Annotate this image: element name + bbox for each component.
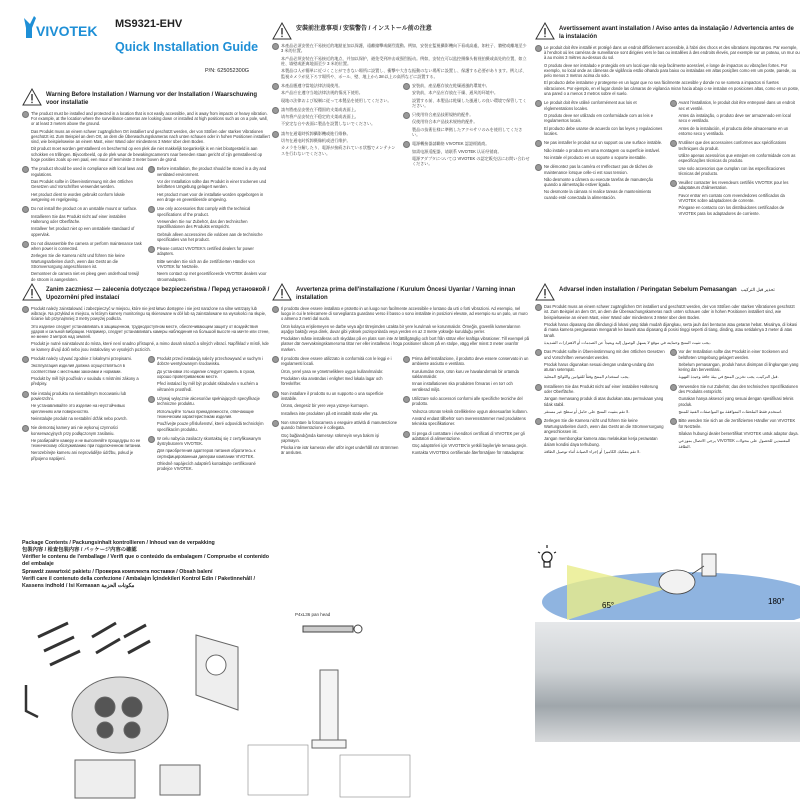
bullet-icon [272,306,279,313]
angle-vertical: 65° [602,601,615,610]
warning-text: يرجى الاتصال بموزعي VIVOTEK المعتمدين للحصول على محولات الطاقة. [678,438,791,449]
screws-icon [38,623,150,665]
warning-icon [22,88,42,106]
warning-text: Veuillez contacter les revendeurs certifiés VIVOTEK pour les adaptateurs d'alimentation. [678,180,789,191]
warning-icon [22,283,42,301]
warning-section-pl [22,283,270,476]
bullet-icon [148,396,155,403]
column-right [148,166,270,286]
warning-text: Zerlegen Sie die Kamera nicht und führen Sie keine Wartungsarbeiten durch, wenn das Gerät an die Stromversorgung angeschlossen ist. [31,253,125,270]
intro-paragraph: يجب تثبيت المنتج وحمايته في موقع لا يسهل الوصول إليه وبعيداً عن الصدمات أو الاهتزازات الشديدة. [544,339,711,345]
column-left [535,349,666,458]
field-of-view-diagram [532,540,800,620]
intro-paragraph: O produto deve ser instalado e protegido em um local que não seja facilmente acessível, e longe de impactos ou vibrações fortes. Por exemplo, no local onde as câmeras de vigilância estão olhando para baixo ou instaladas em altas posições como em um poste, parede, ou pelo menos 3 metros acima do solo. [544,62,797,79]
section-title: 安裝前注意事項 / 安装警告 / インストール前の注意 [296,26,432,32]
hex-key-icon [26,685,38,717]
brand-text: VIVOTEK [36,23,98,39]
package-title-2: 包裝內容 / 检查包装内容 / パッケージ内容の確認 [22,547,137,554]
warning-text: 本产品应在遵守当地法律法规的情况下使用。 [281,90,363,96]
package-title-5: Verifi care il contenuto della confezione / Ambalajın İçindekileri Kontrol Edin / Paketinnehåll / Kassens indhold / Isi Kemasan مكونات الحزمة [22,575,255,589]
bullet-icon [22,306,29,313]
warning-text: The product should be used in compliance with local laws and regulations. [31,166,144,177]
bullet-icon [148,356,155,363]
warning-section-da [535,283,800,458]
warning-text: Prima dell'installazione, il prodotto deve essere conservato in un ambiente asciutto e ventilato. [412,356,529,367]
warning-text: Gunakan hanya aksesori yang sesuai dengan spesifikasi teknis produk. [678,396,794,407]
intro-paragraph: 本产品必须安装在不易接近的地点，并加以保护，避免受到冲击或强烈振动。例如，安装在可以监控摄像头俯视拍摄或高处的位置，如立柱、墙壁或距离地面至少 3 米的位置。 [281,55,527,66]
warning-text: Używaj wyłącznie akcesoriów spełniających specyfikacje techniczne produktu. [157,395,260,407]
warning-text: لا تقم بتثبيت المنتج على حامل أو سطح غير مستقر. [544,409,630,414]
junction-box-icon [75,760,200,798]
warning-text: Kontakta VIVOTEKs certifierade återförsäljare för nätadaptrar. [412,450,525,456]
intro-paragraph: Ürün kolayca erişilemeyen ve darbe veya ağır titreşimden uzakta bir yere kurulmalı ve korunmalıdır. Örneğin, güvenlik kameralarının aşağıyı baktığı veya direk, duvar gibi yüksek pozisyonlarda veya yerden en az 3 metre yükseğe kurulduğu yerler. [281,323,521,334]
warning-text: Produk harus digunakan sesuai dengan undang-undang dan aturan setempat. [544,361,654,373]
warning-text: Non installare il prodotto su un supporto o una superficie instabile. [281,390,384,401]
warning-text: Do not install the product on an unstable mount or surface. [31,206,138,212]
warning-text: Neem contact op met gecertificeerde VIVOTEK dealers voor stroomadapters. [157,271,267,282]
warning-text: Ne pas installer le produit sur un support ou une surface instable. [544,140,663,146]
column-right [148,356,270,476]
bullet-icon [403,396,410,403]
warning-text: До установки это изделие следует хранить в сухом, хорошо проветриваемом месте. [157,368,256,380]
warning-text: Zerlegen Sie die Kamera nicht und führen Sie keine Wartungsarbeiten durch, wenn das Gerät an die Stromversorgung angeschlossen ist. [544,418,664,434]
installation-photo [535,622,800,742]
bullet-icon [403,112,410,119]
warning-text: Please contact VIVOTEK's certified dealers for power adapters. [157,246,254,257]
warning-text: Não desmonte a câmera ou execute tarefas de manutenção quando a alimentação estiver ligada. [544,176,654,188]
warning-text: Используйте только принадлежности, отвечающие техническим характеристикам изделия. [157,408,254,419]
dimension-drawing [248,745,410,797]
bullet-icon [535,100,542,107]
warning-text: 設置する前、本製品は乾燥した風通しの良い環境で保管してください。 [412,97,527,108]
bullet-icon [403,356,410,363]
intro-paragraph: Dit product moet worden geïnstalleerd en beschermd op een plek die niet makkelijk toegankelijk is en niet blootgesteld is aan schokken en trillingen. Bijvoorbeeld, op de plek waar de bewakingscamera's naar beneden staan gericht of zijn geïnstalleerd op hoge posities zoals op een paal, een muur of tenminste 3 meter boven de grond. [31,146,263,163]
package-title-3: Vérifier le contenu de l'emballage / Verifi que o conteúdo da embalagem / Compruebe el contenido del embalaje [22,554,270,568]
section-title: Warning Before Installation / Warnung vor der Installation / Waarschuwing voor installatie [46,92,258,106]
warning-text: Nerozebírejte kameru ani neprovádějte údržbu, pokud je připojeno napájení. [31,450,134,461]
warning-icon [272,22,292,40]
warning-text: Använd endast tillbehör som överensstämmer med produktens tekniska specifikationer. [412,415,526,427]
warning-text: 請勿在通電時拆卸攝影機或進行維修。 [281,130,351,136]
bullet-icon [535,164,542,171]
intro-paragraph: El producto debe instalarse y protegerse en un lugar que no sea fácilmente accesible y donde no se someta a impactos ni fuertes vibraciones. Por ejemplo, en el lugar donde las cámaras de vigilancia miran hacia abajo o se instalan en posiciones altas, como en un poste, una pared o a menos 3 metros sobre el suelo. [544,80,800,97]
model-name: MS9321-EHV [115,18,183,30]
warning-text: يجب استخدام المنتج وفقاً للقوانين واللوائح المحلية. [544,374,630,380]
warning-text: Het product moet voor de installatie worden opgeborgen in een droge en geventileerde omgeving. [157,191,264,202]
warning-text: Ürün, yerel yasa ve yönetmeliklere uygun kullanılmalıdır. [281,368,384,374]
bullet-icon [535,384,542,391]
warning-text: Gebruik alleen accessoires die voldoen aan de technische specificaties van het product. [157,231,263,242]
warning-text: Jangan memasang produk di atas dudukan atau permukaan yang tidak stabil. [544,396,664,407]
warning-text: Verwenden Sie nur Zubehör, das den technischen Spezifikationen des Produkts entspricht. [678,383,798,395]
warning-text: Produkt przed instalacją należy przechowywać w suchym i dobrze wentylowanym środowisku. [157,356,264,367]
pan-head-screw-icon [303,625,362,633]
warning-text: Yalnızca ürünün teknik özelliklerine uygun aksesuarları kullanın. [412,408,528,414]
intro-paragraph: Das Produkt muss an einem schwer zugänglichen Ort installiert und geschützt werden, der von Stößen oder starken Vibrationen geschützt ist. Zum Beispiel an dem Ort, an dem die Überwachungskameras nach unten schauen oder in hohen Positionen installiert sind, wie beispielsweise an einem Mast, einer Wand oder mindestens 3 Meter über dem Boden. [31,128,270,145]
bullet-icon [148,206,155,213]
pole-bracket-icon [312,670,346,748]
bullet-icon [535,45,542,52]
bullet-icon [148,166,155,173]
warning-text: Innan installationen ska produkten förvaras i en torr och ventilerad miljö. [412,381,513,392]
warning-text: Эксплуатация изделия должна осуществляться в соответствии с местными законами и нормами. [31,363,125,374]
intro-paragraph: Produkten måste installeras och skyddas på en plats som inte är lättillgänglig och bort från stötar eller kraftiga vibrationer. Till exempel på platser där övervakningskamerorna tittar ner eller installeras i höga positioner såsom på en stolpe, vägg eller minst 3 meter ovanför marken. [281,336,530,352]
warning-text: 電源轉接器請聯絡 VIVOTEK 認證經銷商。 [412,141,490,147]
warning-text: Neinstalujte produkt na nestabilní držák nebo povrch. [31,415,128,421]
bullet-icon [670,384,677,391]
warning-icon [535,283,555,301]
warning-text: 切勿在通电时拆卸摄像机或进行维护。 [281,138,351,144]
warning-text: Vor der Installation sollte das Produkt in einer trockenen und belüfteten Umgebung gelagert werden. [157,179,267,190]
warning-text: Produkt należy używać zgodnie z lokalnymi przepisami. [31,356,132,362]
warning-text: Ürünü, dengesiz bir yere veya yüzeye kurmayın. [281,403,369,409]
warning-text: 安裝前，產品應存放在乾燥通風的環境中。 [412,82,490,88]
warning-text: 不安定な台や表面に製品を設置しないでください。 [281,121,376,127]
column-left [22,356,144,476]
warning-text: No desmonte la cámara ni realice tareas de mantenimiento cuando esté conectada la alimentación. [544,189,652,200]
bullet-icon [22,356,29,363]
warning-text: لا تقم بتفكيك الكاميرا أو إجراء الصيانة أثناء توصيل الطاقة. [544,448,641,454]
bullet-icon [22,425,29,432]
warning-text: Güç bağlandığında kamerayı sökmeyin veya bakım işi yapmayın. [281,432,380,443]
bullet-icon [272,356,279,363]
column-left [535,100,666,220]
warning-text: Bitte wenden Sie sich an die zertifizierten Händler von VIVOTEK für Netzteile. [678,418,796,429]
package-illustrations [20,615,530,800]
warning-text: Silakan hubungi dealer bersertifikat VIVOTEK untuk adaptor daya. [678,430,799,436]
section-title: Advarsel inden installation / Peringatan Sebelum Pemasangan [559,287,737,293]
bullet-icon [670,180,677,187]
warning-text: 只使用符合產品技術規格的配件。 [412,112,474,118]
bullet-icon [535,418,542,425]
angle-horizontal: 180° [768,597,785,606]
warning-text: Não instale o produto em uma montagem ou superfície instável. [544,147,661,153]
warning-text: No instale el producto en un soporte o soporte inestable. [544,154,647,160]
warning-text: Antes da instalação, o produto deve ser armazenado em local seco e ventilado. [678,113,791,124]
warning-text: 请勿将产品安装在不稳定的支架或表面上。 [281,114,359,120]
warning-text: O produto deve ser utilizado em conformidade com as leis e regulamentos locais. [544,113,653,124]
warning-text: Для приобретения адаптеров питания обратитесь к сертифицированным дилерам компании VIVOTEK. [157,448,256,459]
warning-text: W celu nabycia zasilaczy skontaktuj się z certyfikowanym dystrybutorem VIVOTEK. [157,435,261,447]
bullet-icon [272,107,279,114]
column-right [670,100,801,220]
bullet-icon [535,304,542,311]
warning-text: Produkten ska användas i enlighet med lokala lagar och föreskrifter. [281,376,383,387]
column-right [403,356,530,460]
warning-text: Ne démontez pas la caméra et n'effectuez pas de tâches de maintenance lorsque celle-ci est sous tension. [544,164,653,175]
warning-text: Sebelum pemasangan, produk harus disimpan di lingkungan yang kering dan berventilasi. [678,361,799,373]
bullet-icon [272,131,279,138]
bullet-icon [22,241,29,248]
warning-section-fr [535,22,800,220]
bullet-icon [22,111,29,118]
intro-paragraph: Produk harus dipasang dan dilindungi di lokasi yang tidak mudah dijangkau, serta jauh dari benturan atau getaran hebat. Misalnya, di lokasi di mana kamera pengawasan mengarah ke bawah atau dipasang di posisi tinggi seperti di tiang, dinding, atau setidaknya 3 meter di atas tanah. [544,321,798,338]
warning-text: Use only accessories that comply with the technical specifications of the product. [157,206,251,217]
intro-paragraph: Produkt należy zainstalować i zabezpieczyć w miejscu, które nie jest łatwo dostępne i nie jest narażone na silne wstrząsy lub wibracje. Na przykład w miejscu, w którym kamery monitoringu są skierowane w dół lub są zainstalowane na wysokości na słupie, ścianie lub przynajmniej 3 metry powyżej podłoża. [31,305,267,322]
warning-text: قبل التركيب، يجب تخزين المنتج في بيئة جافة وجيدة التهوية. [678,374,779,380]
intro-paragraph: Это изделие следует устанавливать в защищенном, труднодоступном месте, обеспечивающем защиту от воздействия ударов и сильной вибрации. Например, следует устанавливать камеры наблюдения на большой высоте на мачте или стене, не менее 3 метров над землей. [31,323,270,340]
warning-text: 請勿將產品安裝在不穩固的支架或表面上。 [281,106,359,112]
warning-text: Plocka inte isär kameran eller utför inget underhåll när strömmen är ansluten. [281,445,399,456]
warning-text: Před instalací by měl být produkt skladován v suchém a větraném prostředí. [157,381,259,392]
warning-text: 本產品應遵守當地法律法規使用。 [281,82,343,88]
bullet-icon [403,83,410,90]
warning-text: Il prodotto deve essere utilizzato in conformità con le leggi e i regolamenti locali. [281,356,392,367]
warning-text: Utilizzare solo accessori conformi alle specifiche tecniche del prodotto. [412,395,523,407]
section-title: Avvertenza prima dell'installazione / Kurulum Öncesi Uyarılar / Varning innan installation [296,287,516,301]
column-right [670,349,801,458]
warning-section-en [22,88,270,286]
warning-text: Verwenden Sie nur Zubehör, das den technischen Spezifikationen des Produkts entspricht. [157,218,248,230]
warning-text: 仅使用符合本产品技术规格的配件。 [412,119,478,125]
bullet-icon [670,349,677,356]
warning-text: Güç adaptörleri için VIVOTEK'in yetkili bayileriyle temasa geçin. [412,443,528,449]
warning-text: Si prega di contattare i rivenditori certificati di VIVOTEK per gli adattatori di alimentazione. [412,430,525,441]
bullet-icon [670,100,677,107]
warning-text: Use solo accesorios que cumplan con las especificaciones técnicas del producto. [678,165,785,176]
warning-text: Das Produkt sollte in Übereinstimmung mit den örtlichen Gesetzen und Vorschriften verwendet werden. [31,179,133,190]
intro-paragraph: Le produit doit être installé et protégé dans un endroit difficilement accessible, à l'abri des chocs et des vibrations importantes. Par exemple, à l'endroit où les caméras de surveillance sont dirigées vers le bas ou installées à des endroits élevés, par exemple sur un poteau, un mur ou à au moins 3 mètres au-dessus du sol. [544,44,800,61]
bullet-icon [22,391,29,398]
bullet-icon [272,83,279,90]
bullet-icon [148,436,155,443]
warning-text: Favor entrar em contato com revendedores certificados da VIVOTEK sobre adaptadores de corrente. [678,192,785,204]
warning-text: Kurulumdan önce, ürün kuru ve havalandırmalı bir ortamda saklanmalıdır. [412,368,519,380]
warning-text: Bitte wenden Sie sich an die zertifizierten Händler von VIVOTEK für Netzteile. [157,258,255,270]
warning-text: Nie instaluj produktu na niestabilnym mocowaniu lub powierzchni. [31,390,127,401]
column-left [272,356,399,460]
mount-bracket-icon [196,635,238,710]
warning-text: Не устанавливайте это изделие на неустойчивых креплениях или поверхностях. [31,403,125,414]
section-title: Zanim zaczniesz — zalecenia dotyczące bezpieczeństwa / Перед установкой / Upozornění před instalací [46,287,270,301]
warning-text: Avant l'installation, le produit doit être entreposé dans un endroit sec et ventilé. [678,100,795,111]
warning-text: Póngase en contacto con los distribuidores certificados de VIVOTEK para los adaptadores de corriente. [678,205,785,216]
bullet-icon [403,431,410,438]
bullet-icon [670,418,677,425]
guide-title: Quick Installation Guide [115,40,259,54]
bullet-icon [670,140,677,147]
camera-icon [72,677,168,753]
warning-text: Installeer het product niet op een onstabiele standaard of oppervlak. [31,226,135,237]
section-title-arabic: تحذير قبل التركيب [740,287,775,292]
bullet-icon [272,391,279,398]
warning-text: Jangan membongkar kamera atau melakukan kerja perawatan dalam kondisi daya terhubung. [544,436,658,447]
bullet-icon [272,43,279,50]
bullet-icon [148,246,155,253]
warning-text: Antes de la instalación, el producto debe almacenarse en un entorno seco y ventilado. [678,125,789,136]
intro-paragraph: 本製品は人が簡単に近づくことができない場所に設置し、衝撃や大きな振動のない場所に設置し、保護する必要があります。例えば、監視カメラが見下ろす場所や、ポール、壁、地上から3m以上の高所などに設置する。 [281,68,527,79]
lightbulb-icon [538,545,556,567]
warning-text: Installera inte produkten på ett instabilt stativ eller yta. [281,410,379,416]
bullet-icon [403,141,410,148]
warning-text: 現地の法律および規制に従って本製品を使用してください。 [281,97,392,103]
section-title: Avertissement avant installation / Aviso antes da instalação / Advertencia antes de la instalación [559,26,794,40]
warning-text: Het product dient te worden gebruikt conform lokale wetgeving en regelgeving. [31,191,125,202]
warning-text: Non smontare la fotocamera o eseguire attività di manutenzione quando l'alimentazione è collegata. [281,419,398,431]
warning-text: Vor der Installation sollte das Produkt in einer trockenen und belüfteten Umgebung gelagert werden. [678,349,788,360]
intro-paragraph: Il prodotto deve essere installato e protetto in un luogo non facilmente accessibile e lontano da urti o forti vibrazioni. Ad esempio, nel luogo in cui le telecamere di sorveglianza guardano verso il basso o sono installate in posizioni elevate, ad esempio su un palo, un muro o almeno 3 metri dal suolo. [281,305,528,322]
package-title-1: Package Contents / Packungsinhalt kontrollieren / Inhoud van de verpakking [22,540,215,546]
screw-label: P4xL36 pan head [295,612,331,617]
bullet-icon [272,420,279,427]
bullet-icon [535,140,542,147]
warning-text: Ohledně napájecích adaptérů kontaktujte certifikované prodejce VIVOTEK. [157,461,256,472]
warning-text: カメラを分解したり、電源が接続されている状態でメンテナンスを行わないでください。 [281,145,396,156]
warning-text: Utilize apenas acessórios que estejam em conformidade com as especificações técnicas do produto. [678,152,796,164]
column-left [22,166,144,286]
bullet-icon [22,206,29,213]
warning-icon [272,283,292,301]
package-contents-heading [22,540,277,590]
warning-text: El producto debe usarse de acuerdo con las leyes y regulaciones locales. [544,125,663,136]
intro-paragraph: Produkt je nutné nainstalovat do místa, které není snadno přístupné, a mimo dosah nárazů a silných vibrací. Například v místě, kde se kamery dívají dolů nebo jsou instalovány ve vysokých pozicích. [31,341,269,352]
warning-text: Installieren Sie das Produkt nicht auf einer instabilen Halterung oder Oberfläche. [544,383,659,395]
warning-text: 電源アダプタについては VIVOTEK の認定販売店にお問い合わせください。 [412,156,530,167]
warning-text: Das Produkt sollte in Übereinstimmung mit den örtlichen Gesetzen und Vorschriften verwendet werden. [544,349,665,360]
warning-text: N'utiliser que des accessoires conformes aux spécifications techniques du produit. [678,140,787,151]
warning-text: استخدم فقط الملحقات المتوافقة مع المواصفات الفنية للمنتج. [678,409,783,414]
warning-text: Produkt by měl být používán v souladu s místními zákony a předpisy. [31,376,139,387]
warning-text: 如需电源适配器，请联系 VIVOTEK 认证经销商。 [412,148,502,154]
intro-paragraph: The product must be installed and protected in a location that is not easily accessible, and is away from impacts or heavy vibration. For example, at the location where the surveillance cameras are looking down or installed at high positions such as on a pole, wall, or at least 3 meters above the ground. [31,110,268,127]
warning-section-it [272,283,530,460]
warning-text: Before installation, the product should be stored in a dry and ventilated environment. [157,166,267,177]
warning-text: 安装前，本产品应存放在干燥、通风的环境中。 [412,90,498,96]
warning-text: Le produit doit être utilisé conformément aux lois et règlementations locales. [544,100,637,111]
warning-text: Nie demontuj kamery ani nie wykonuj czynności konserwacyjnych przy podłączonym zasilaniu. [31,425,118,436]
vivotek-logo [22,14,104,40]
warning-text: Installieren Sie das Produkt nicht auf einer instabilen Halterung oder Oberfläche. [31,213,127,224]
warning-section-cjk [272,22,530,171]
warning-icon [535,22,555,40]
part-number: P/N: 625052300G [205,68,250,74]
intro-paragraph: 本產品必須安裝在不易接近的地點並加以保護，遠離撞擊或劇烈震動。例如，安裝在監視攝影機向下看或高處，如柱子、牆壁或離地至少 3 米的位置。 [281,43,527,54]
intro-paragraph: Das Produkt muss an einem schwer zugänglichen Ort installiert und geschützt werden, der von Stößen oder starken Vibrationen geschützt ist. Zum Beispiel an dem Ort, an dem die Überwachungskameras nach unten schauen oder in hohen Positionen installiert sind, wie beispielsweise an einem Mast, einer Wand oder mindestens 3 Meter über dem Boden. [544,304,795,320]
package-title-4: Sprawdź zawartość pakietu / Проверка комплекта поставки / Obsah balení [22,568,213,575]
warning-text: Do not disassemble the camera or perform maintenance task when power is connected. [31,240,142,252]
warning-text: Demonteer de camera niet en pleeg geen onderhoud terwijl de stroom is aangesloten. [31,271,139,282]
warning-text: Používejte pouze příslušenství, které odpovídá technickým specifikacím produktu. [157,421,264,432]
bullet-icon [535,349,542,356]
warning-text: 製品の技術仕様に準拠したアクセサリのみを使用してください。 [412,126,523,138]
warning-text: Не разбирайте камеру и не выполняйте процедуры по ее техническому обслуживанию при подключенном питании. [31,437,142,449]
column-left [272,83,399,171]
bullet-icon [22,166,29,173]
column-right [403,83,530,171]
